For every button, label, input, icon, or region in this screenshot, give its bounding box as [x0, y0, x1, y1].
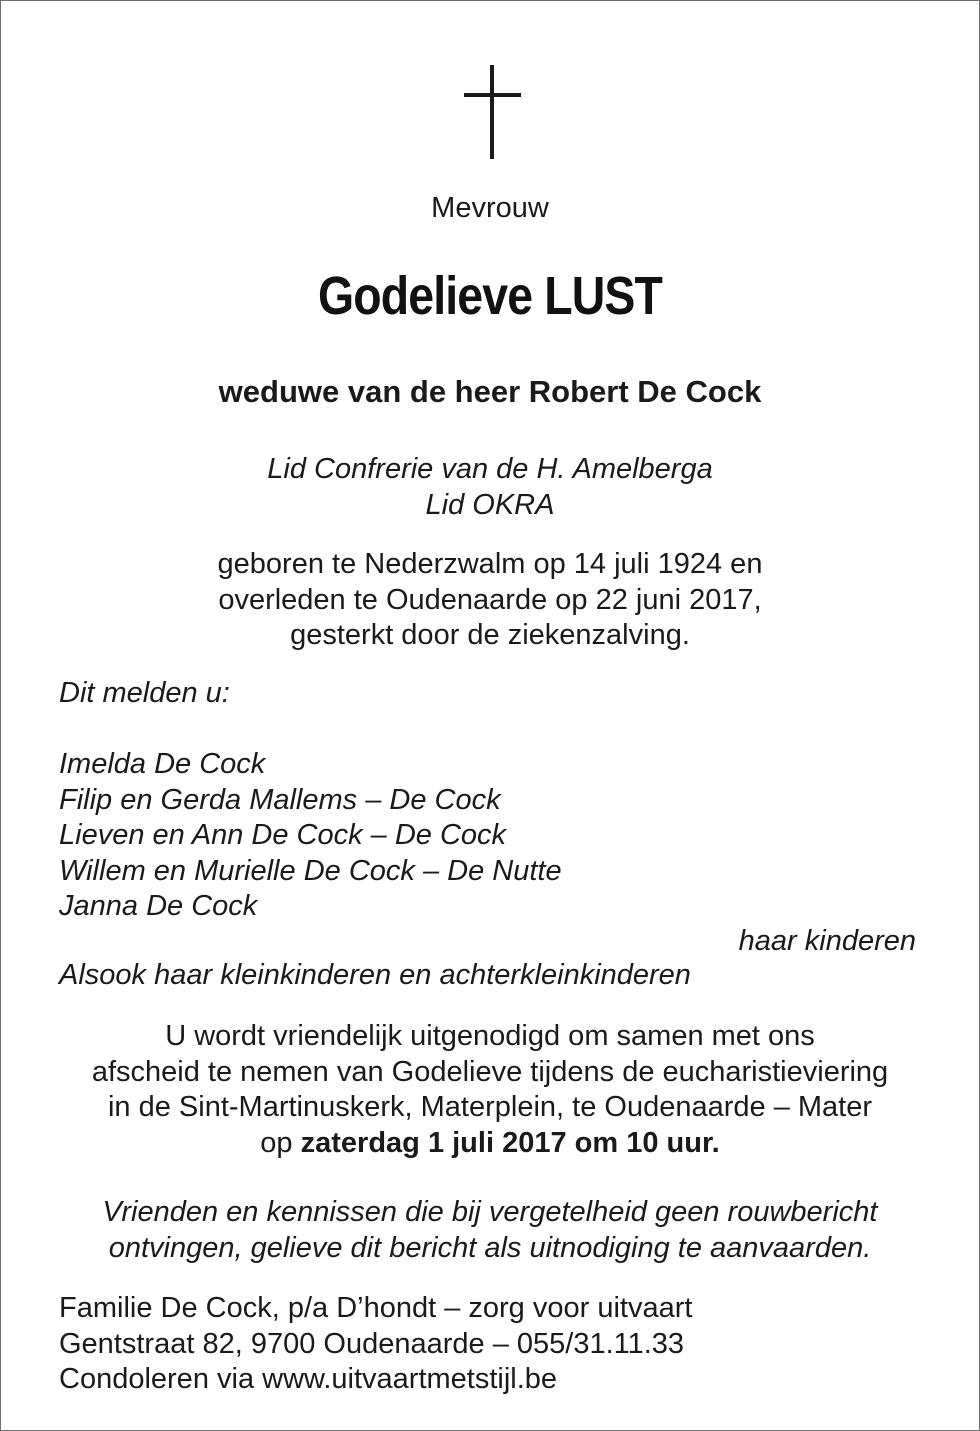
salutation: Mevrouw: [431, 192, 549, 224]
birth-line: geboren te Nederzwalm op 14 juli 1924 en: [217, 548, 763, 580]
contact-address: Gentstraat 82, 9700 Oudenaarde – 055/31.11.33: [59, 1327, 685, 1360]
deceased-name: Godelieve LUST: [317, 266, 663, 326]
membership-line: Lid OKRA: [425, 488, 555, 521]
membership-line: Lid Confrerie van de H. Amelberga: [267, 453, 713, 485]
invitation-date: zaterdag 1 juli 2017 om 10 uur.: [300, 1126, 720, 1159]
notice-line: Vrienden en kennissen die bij vergetelheid geen rouwbericht: [102, 1196, 878, 1228]
notice-line: ontvingen, gelieve dit bericht als uitnodiging te aanvaarden.: [108, 1231, 872, 1264]
family-member: Willem en Murielle De Cock – De Nutte: [59, 854, 562, 887]
announce-intro: Dit melden u:: [59, 677, 230, 709]
invitation-line: in de Sint-Martinuskerk, Materplein, te Oudenaarde – Mater: [107, 1091, 873, 1123]
life-dates: [1, 547, 979, 654]
grandchildren-line: Alsook haar kleinkinderen en achterkleinkinderen: [59, 959, 691, 991]
sacrament-line: gesterkt door de ziekenzalving.: [290, 619, 690, 651]
widow-of-line: weduwe van de heer Robert De Cock: [218, 374, 762, 409]
children-tag: haar kinderen: [738, 925, 916, 957]
invitation-block: [1, 1019, 979, 1161]
memberships: [1, 452, 979, 523]
death-line: overleden te Oudenaarde op 22 juni 2017,: [218, 583, 762, 616]
family-member: Filip en Gerda Mallems – De Cock: [59, 783, 501, 816]
contact-block: [59, 1291, 692, 1398]
family-member: Janna De Cock: [59, 890, 258, 922]
invitation-date-prefix: op: [260, 1126, 301, 1159]
family-member: Lieven en Ann De Cock – De Cock: [59, 819, 507, 851]
invitation-line: afscheid te nemen van Godelieve tijdens de eucharistieviering: [91, 1055, 889, 1088]
cross-icon: [464, 65, 521, 159]
contact-condolences: Condoleren via www.uitvaartmetstijl.be: [59, 1363, 558, 1395]
invitation-line: U wordt vriendelijk uitgenodigd om samen met ons: [165, 1020, 815, 1052]
notice-block: [1, 1195, 979, 1266]
contact-family: Familie De Cock, p/a D’hondt – zorg voor uitvaart: [59, 1292, 693, 1324]
family-list: [59, 747, 562, 925]
family-member: Imelda De Cock: [59, 748, 266, 780]
invitation-date-line: [1, 1126, 979, 1162]
